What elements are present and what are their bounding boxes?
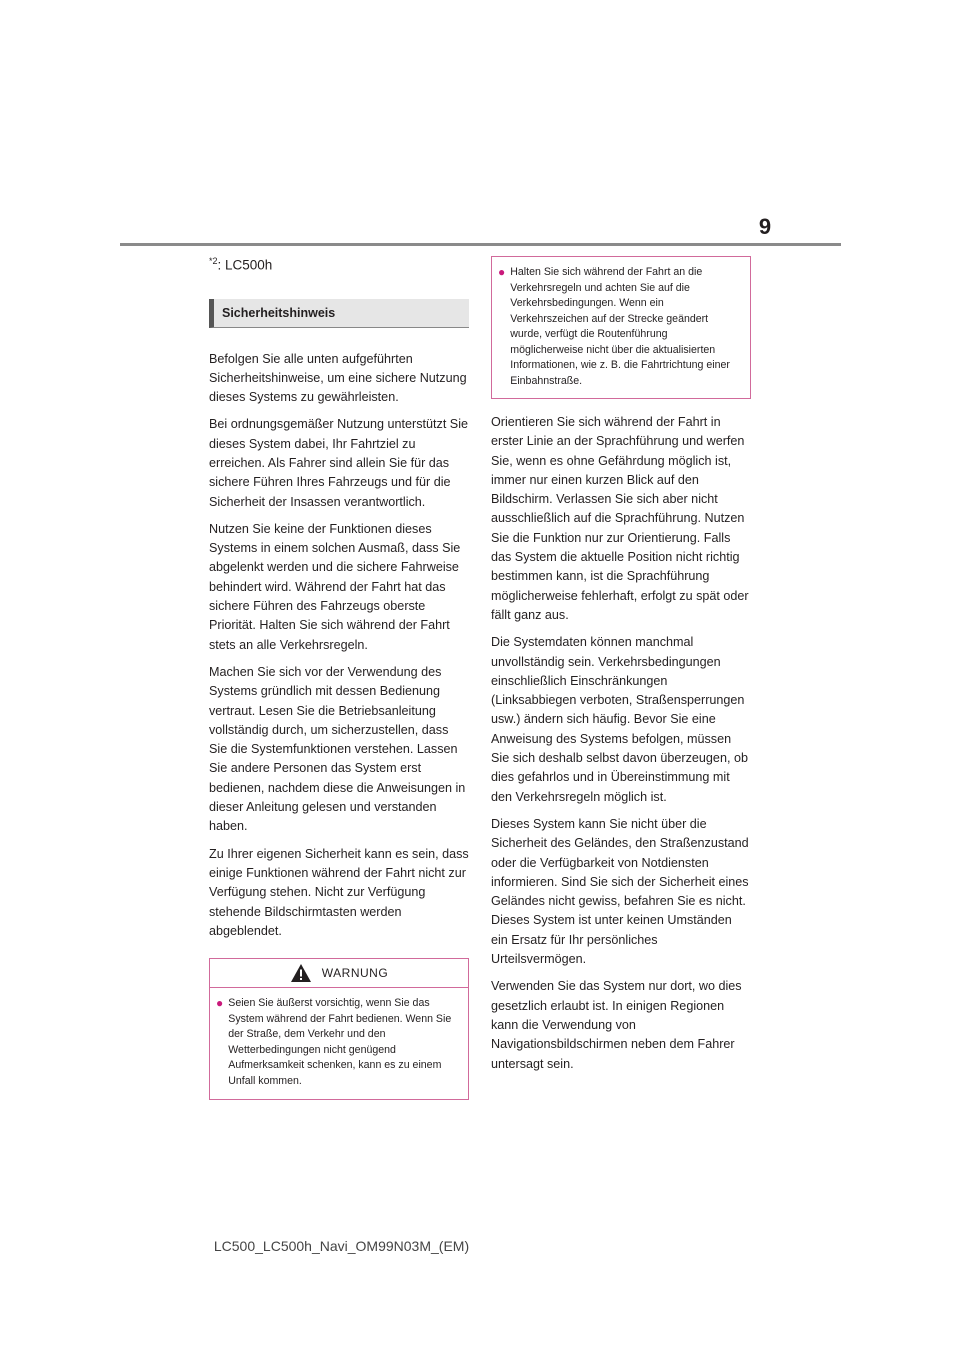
warning-header [210,959,468,988]
paragraph: Orientieren Sie sich während der Fahrt in erster Linie an der Sprachführung und werfen Sie, wenn es ohne Gefährdung möglich ist, immer nur einen kurzen Blick auf den Bildschirm. Verlassen Sie sich aber nicht ausschließlich auf die Sprachführung. Nutzen Sie die Funktion nur zur Orientierung. Falls das System die aktuelle Position nicht richtig bestimmen kann, ist die Sprachführung möglicherweise fehlerhaft, erfolgt zu spät oder fällt ganz aus. [491,415,749,622]
right-column [491,250,751,1082]
document-code: LC500_LC500h_Navi_OM99N03M_(EM) [213,1238,470,1254]
warning-box [209,958,469,1100]
section-title: Sicherheitshinweis [222,305,336,320]
header-rule [120,243,841,246]
warning-text: Halten Sie sich während der Fahrt an die Verkehrsregeln und achten Sie auf die Verkehrsbedingungen. Wenn ein Verkehrszeichen auf der Strecke geändert wurde, verfügt die Routenführung möglicherweise nicht über die aktualisierten Informationen, wie z. B. die Fahrtrichtung einer Einbahnstraße. [510,266,730,387]
warning-box-continued [491,256,751,399]
paragraph: Machen Sie sich vor der Verwendung des Systems gründlich mit dessen Bedienung vertraut. Lesen Sie die Betriebsanleitung vollständig durch, um sicherzustellen, dass Sie die Systemfunktionen verstehen. Lassen Sie andere Personen das System erst bedienen, nachdem diese die Anweisungen in dieser Anleitung gelesen und verstanden haben. [209,664,466,834]
paragraph: Bei ordnungsgemäßer Nutzung unterstützt Sie dieses System dabei, Ihr Fahrtziel zu erreichen. Als Fahrer sind allein Sie für das sichere Führen Ihres Fahrzeugs und für die Sicherheit der Insassen verantwortlich. [209,417,469,509]
footnote [209,256,469,273]
footnote-marker: *2 [209,256,218,266]
bullet-icon: ● [216,996,224,1011]
paragraph: Nutzen Sie keine der Funktionen dieses Systems in einem solchen Ausmaß, dass Sie abgelenkt werden und die sichere Fahrweise behindert wird. Während der Fahrt hat das sichere Führen des Fahrzeugs oberste Priorität. Halten Sie sich während der Fahrt stets an alle Verkehrsregeln. [209,521,461,652]
footnote-text: : LC500h [217,257,273,273]
paragraph: Verwenden Sie das System nur dort, wo dies gesetzlich erlaubt ist. In einigen Regionen kann die Verwendung von Navigationsbildschirmen neben dem Fahrer untersagt sein. [491,979,742,1071]
warning-item [492,257,750,398]
body-text [491,413,751,1074]
warning-title: WARNUNG [321,966,389,981]
paragraph: Zu Ihrer eigenen Sicherheit kann es sein, dass einige Funktionen während der Fahrt nicht zur Verfügung stehen. Nicht zur Verfügung stehende Bildschirmtasten werden abgeblendet. [209,846,469,938]
warning-text: Seien Sie äußerst vorsichtig, wenn Sie das System während der Fahrt bedienen. Wenn Sie der Straße, dem Verkehr und den Wetterbedingungen nicht genügend Aufmerksamkeit schenken, kann es zu einem Unfall kommen. [228,997,452,1087]
paragraph: Die Systemdaten können manchmal unvollständig sein. Verkehrsbedingungen einschließlich Einschränkungen (Linksabbiegen verboten, Straßensperrungen usw.) ändern sich häufig. Bevor Sie eine Anweisung des Systems befolgen, müssen Sie sich deshalb selbst davon überzeugen, ob dies gefahrlos und in Übereinstimmung mit den Verkehrsregeln möglich ist. [491,635,748,804]
warning-item [210,988,468,1099]
page-number: 9 [758,214,772,239]
warning-triangle-icon [290,963,312,983]
paragraph: Befolgen Sie alle unten aufgeführten Sicherheitshinweise, um eine sichere Nutzung dieses Systems zu gewährleisten. [209,351,467,405]
bullet-icon: ● [498,265,506,279]
section-heading [209,299,469,328]
body-text [209,350,469,942]
paragraph: Dieses System kann Sie nicht über die Sicherheit des Geländes, den Straßenzustand oder die Verfügbarkeit von Notdiensten informieren. Sind Sie sich der Sicherheit eines Geländes nicht gewiss, befahren Sie es nicht. Dieses System ist unter keinen Umständen ein Ersatz für Ihr persönliches Urteilsvermögen. [491,816,749,967]
left-column [209,250,469,1100]
